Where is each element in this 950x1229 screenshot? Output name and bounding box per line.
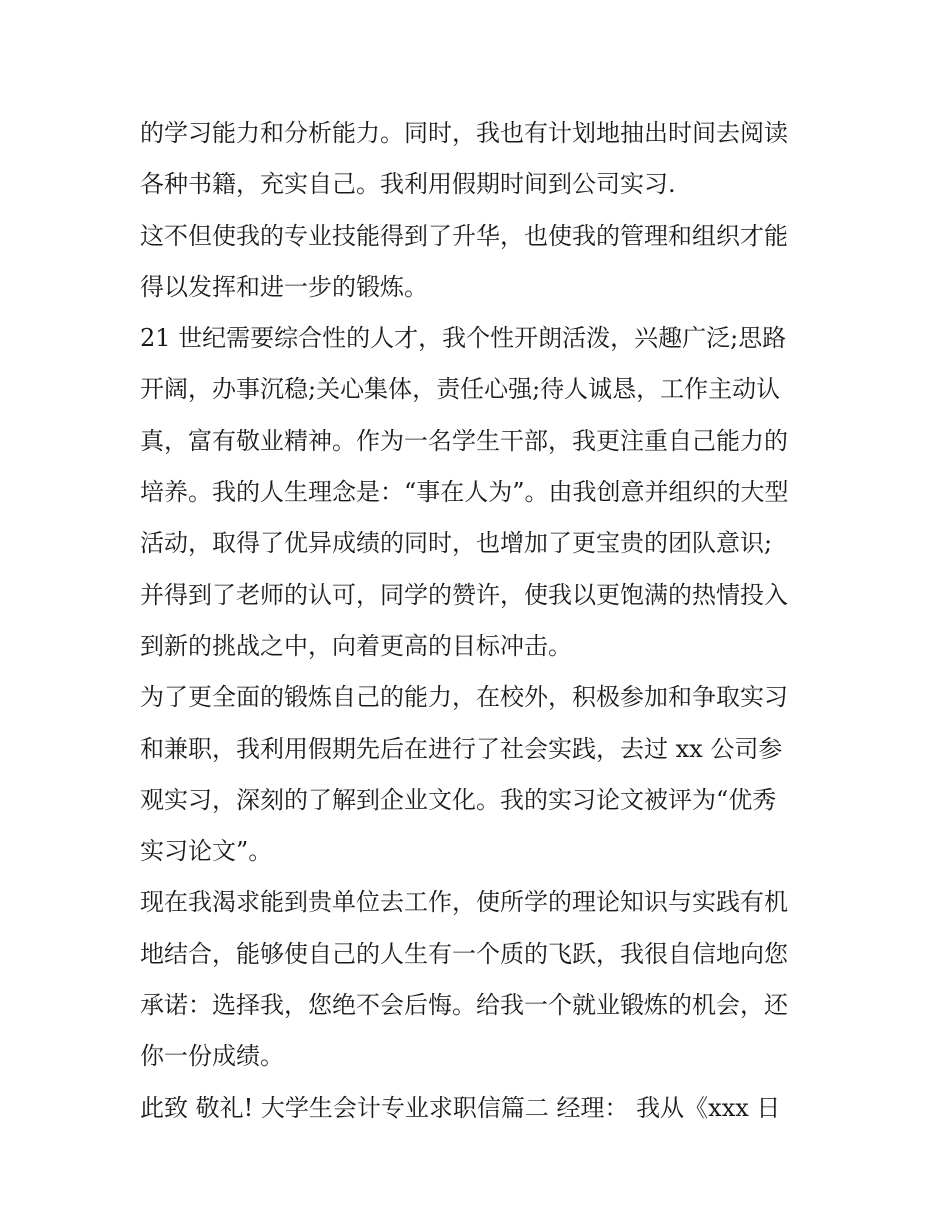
text-line-1: 的学习能力和分析能力。同时，我也有计划地抽出时间去阅读 [140,119,788,147]
text-line-7: 真，富有敬业精神。作为一名学生干部，我更注重自己能力的 [140,426,788,455]
text-line-4: 得以发挥和进一步的锻炼。 [140,272,428,301]
text-line-17: 地结合，能够使自己的人生有一个质的飞跃，我很自信地向您 [140,939,788,968]
text-line-10: 并得到了老师的认可，同学的赞许，使我以更饱满的热情投入 [140,580,788,609]
text-line-16: 现在我渴求能到贵单位去工作，使所学的理论知识与实践有机 [140,888,788,917]
text-line-9: 活动，取得了优异成绩的同时，也增加了更宝贵的团队意识; [140,529,773,558]
text-line-15: 实习论文”。 [140,837,273,866]
text-line-13: 和兼职，我利用假期先后在进行了社会实践，去过 xx 公司参 [140,734,783,763]
text-line-19: 你一份成绩。 [140,1042,284,1071]
text-line-3: 这不但使我的专业技能得到了升华，也使我的管理和组织才能 [140,221,788,250]
text-line-20: 此致 敬礼! 大学生会计专业求职信篇二 经理： 我从《xxx 日 [140,1093,781,1122]
text-line-14: 观实习，深刻的了解到企业文化。我的实习论文被评为“优秀 [140,785,777,814]
text-line-6: 开阔，办事沉稳;关心集体，责任心强;待人诚恳，工作主动认 [140,375,781,404]
text-line-11: 到新的挑战之中，向着更高的目标冲击。 [140,631,572,660]
text-line-8: 培养。我的人生理念是：“事在人为”。由我创意并组织的大型 [140,478,789,507]
text-line-18: 承诺：选择我，您绝不会后悔。给我一个就业锻炼的机会，还 [140,991,788,1020]
text-line-2: 各种书籍，充实自己。我利用假期时间到公司实习. [140,170,676,199]
document-body [140,108,820,1134]
text-line-5: 21 世纪需要综合性的人才，我个性开朗活泼，兴趣广泛;思路 [140,324,787,353]
text-line-12: 为了更全面的锻炼自己的能力，在校外，积极参加和争取实习 [140,683,788,712]
